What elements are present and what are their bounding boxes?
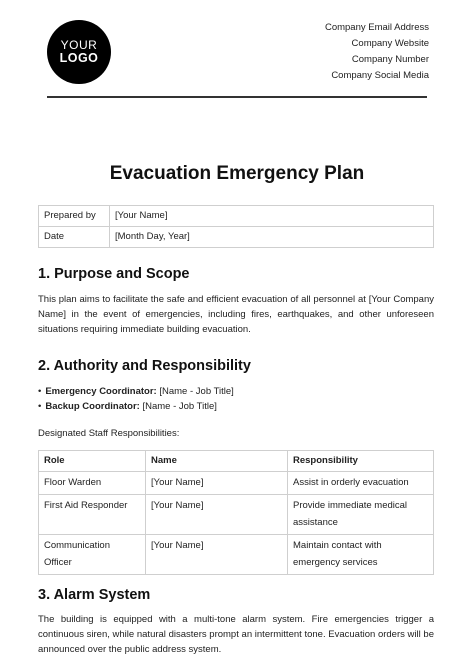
table-row <box>39 535 434 575</box>
contact-number: Company Number <box>351 54 429 65</box>
role-label: Emergency Coordinator: <box>45 386 157 397</box>
meta-label: Date <box>39 227 110 248</box>
logo-line-2: LOGO <box>59 50 99 65</box>
contact-social: Company Social Media <box>331 70 429 81</box>
alarm-text: The building is equipped with a multi-tone alarm system. Fire emergencies trigger a continuous siren, while natural disasters prompt an intermittent tone. Evacuation orders will be announced over the public address system. <box>38 614 434 655</box>
coordinator-list <box>38 384 234 414</box>
header-divider <box>47 96 427 98</box>
column-header: Role <box>39 451 146 472</box>
document-title: Evacuation Emergency Plan <box>109 163 365 184</box>
table-row <box>39 495 434 535</box>
table-cell: [Your Name] <box>146 472 288 495</box>
table-cell: Assist in orderly evacuation <box>288 472 434 495</box>
list-item <box>38 399 234 414</box>
meta-label: Prepared by <box>39 206 110 227</box>
table-cell: [Your Name] <box>146 535 288 575</box>
table-header-row <box>39 451 434 472</box>
meta-table <box>38 205 434 248</box>
role-value: [Name - Job Title] <box>156 386 234 397</box>
staff-label: Designated Staff Responsibilities: <box>38 428 180 439</box>
section-heading-purpose: 1. Purpose and Scope <box>38 266 190 282</box>
table-cell: First Aid Responder <box>39 495 146 535</box>
role-value: [Name - Job Title] <box>139 401 217 412</box>
column-header: Responsibility <box>288 451 434 472</box>
section-heading-authority: 2. Authority and Responsibility <box>38 358 251 374</box>
meta-value: [Your Name] <box>110 206 434 227</box>
list-item <box>38 384 234 399</box>
table-cell: [Your Name] <box>146 495 288 535</box>
table-cell: Floor Warden <box>39 472 146 495</box>
table-row <box>39 227 434 248</box>
table-cell: Provide immediate medical assistance <box>288 495 434 535</box>
contact-email: Company Email Address <box>324 22 429 33</box>
section-heading-alarm: 3. Alarm System <box>38 587 151 603</box>
purpose-text: This plan aims to facilitate the safe and efficient evacuation of all personnel at [Your Company Name] in the event of emergencies, including fires, earthquakes, and other unforeseen situations requiring immediate building evacuation. <box>38 294 434 335</box>
table-cell: Maintain contact with emergency services <box>288 535 434 575</box>
company-logo <box>47 20 111 84</box>
staff-table <box>38 450 434 575</box>
table-row <box>39 472 434 495</box>
contact-website: Company Website <box>351 38 429 49</box>
logo-line-1: YOUR <box>60 38 98 53</box>
role-label: Backup Coordinator: <box>45 401 140 412</box>
table-cell: Communication Officer <box>39 535 146 575</box>
table-row <box>39 206 434 227</box>
column-header: Name <box>146 451 288 472</box>
contact-block <box>325 20 429 84</box>
meta-value: [Month Day, Year] <box>110 227 434 248</box>
